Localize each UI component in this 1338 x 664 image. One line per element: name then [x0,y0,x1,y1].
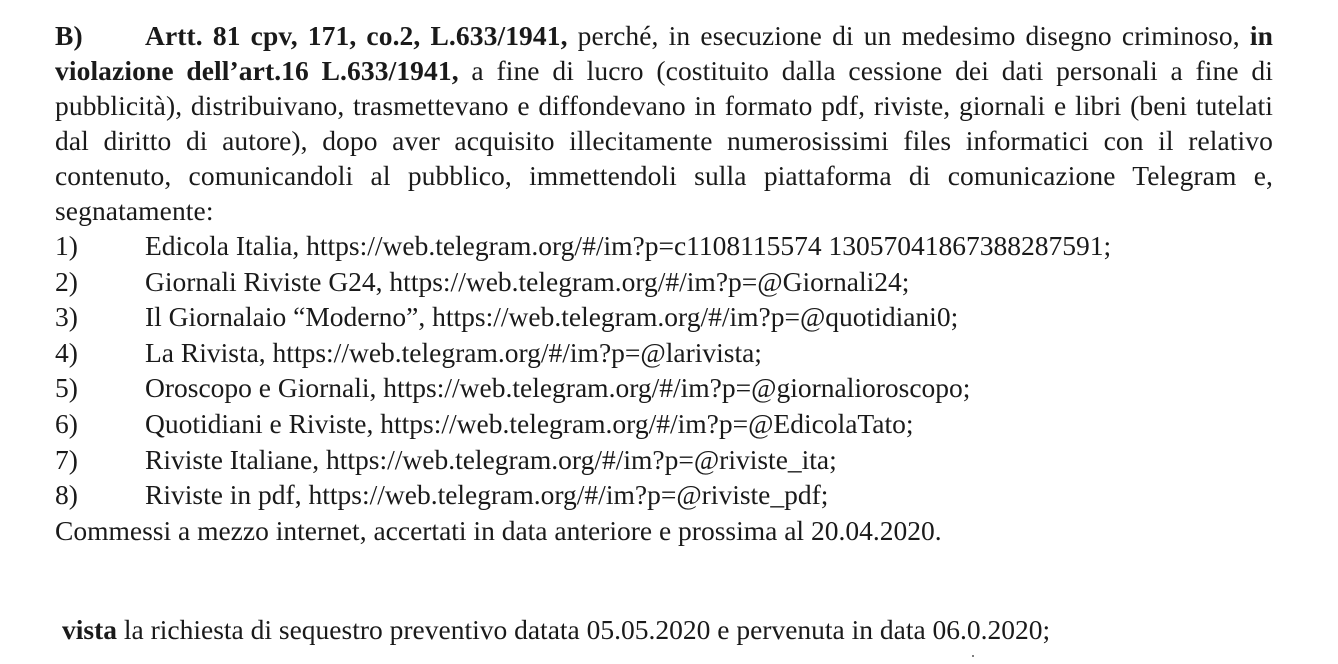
vista-keyword: vista [62,614,117,645]
list-item [55,406,1273,442]
list-item-text: La Rivista, https://web.telegram.org/#/im?p=@larivista; [145,336,762,368]
list-item [55,370,1273,406]
list-item-number: 4) [55,336,78,368]
list-item-number: 1) [55,230,78,261]
document-page [55,18,1273,548]
charge-text-2: a fine di lucro (costituito dalla cessione dei dati personali a fine di pubblicità), distribuivano, trasmettevano e diffondevano in formato pdf, riviste, giornali e libri (beni tutelati dal diritto di autore), dopo aver acquisito illecitamente numerosissimi files informatici con il relativo contenuto, comunicandoli al pubblico, immettendoli sulla piattaforma di comunicazione Telegram e, segnatamente: [55,55,1274,226]
scan-speck [972,655,974,657]
violation-reference: in violazione dell’art.16 L.633/1941, [55,20,1273,86]
list-item [55,228,1273,264]
list-item-text: Riviste in pdf, https://web.telegram.org/#/im?p=@riviste_pdf; [145,479,829,511]
list-item-number: 5) [55,372,78,404]
vista-text: la richiesta di sequestro preventivo datata 05.05.2020 e pervenuta in data 06.0.2020; [117,614,1051,645]
list-item [55,477,1273,513]
list-item-number: 3) [55,301,78,333]
list-item-text: Giornali Riviste G24, https://web.telegram.org/#/im?p=@Giornali24; [145,265,910,297]
list-item-text: Edicola Italia, https://web.telegram.org/#/im?p=c1108115574 13057041867388287591; [145,230,1112,261]
list-item-text: Il Giornalaio “Moderno”, https://web.telegram.org/#/im?p=@quotidiani0; [145,301,959,333]
closing-statement: Commessi a mezzo internet, accertati in data anteriore e prossima al 20.04.2020. [55,514,942,546]
list-item-text: Quotidiani e Riviste, https://web.telegram.org/#/im?p=@EdicolaTato; [145,407,914,439]
articles-reference: Artt. 81 cpv, 171, co.2, L.633/1941, [145,20,568,51]
charge-text-1: perché, in esecuzione di un medesimo disegno criminoso, [567,20,1250,51]
channel-list [55,228,1273,513]
charge-paragraph [55,18,1273,228]
list-item [55,335,1273,371]
section-label: B) [55,20,83,51]
list-item-number: 2) [55,265,78,297]
list-item-number: 8) [55,479,78,511]
list-item [55,442,1273,478]
list-item-number: 6) [55,407,78,439]
list-item-text: Riviste Italiane, https://web.telegram.org/#/im?p=@riviste_ita; [145,443,837,475]
list-item-text: Oroscopo e Giornali, https://web.telegram.org/#/im?p=@giornalioroscopo; [145,372,971,404]
list-item [55,299,1273,335]
list-item-number: 7) [55,443,78,475]
list-item [55,264,1273,300]
vista-paragraph [62,612,1050,647]
